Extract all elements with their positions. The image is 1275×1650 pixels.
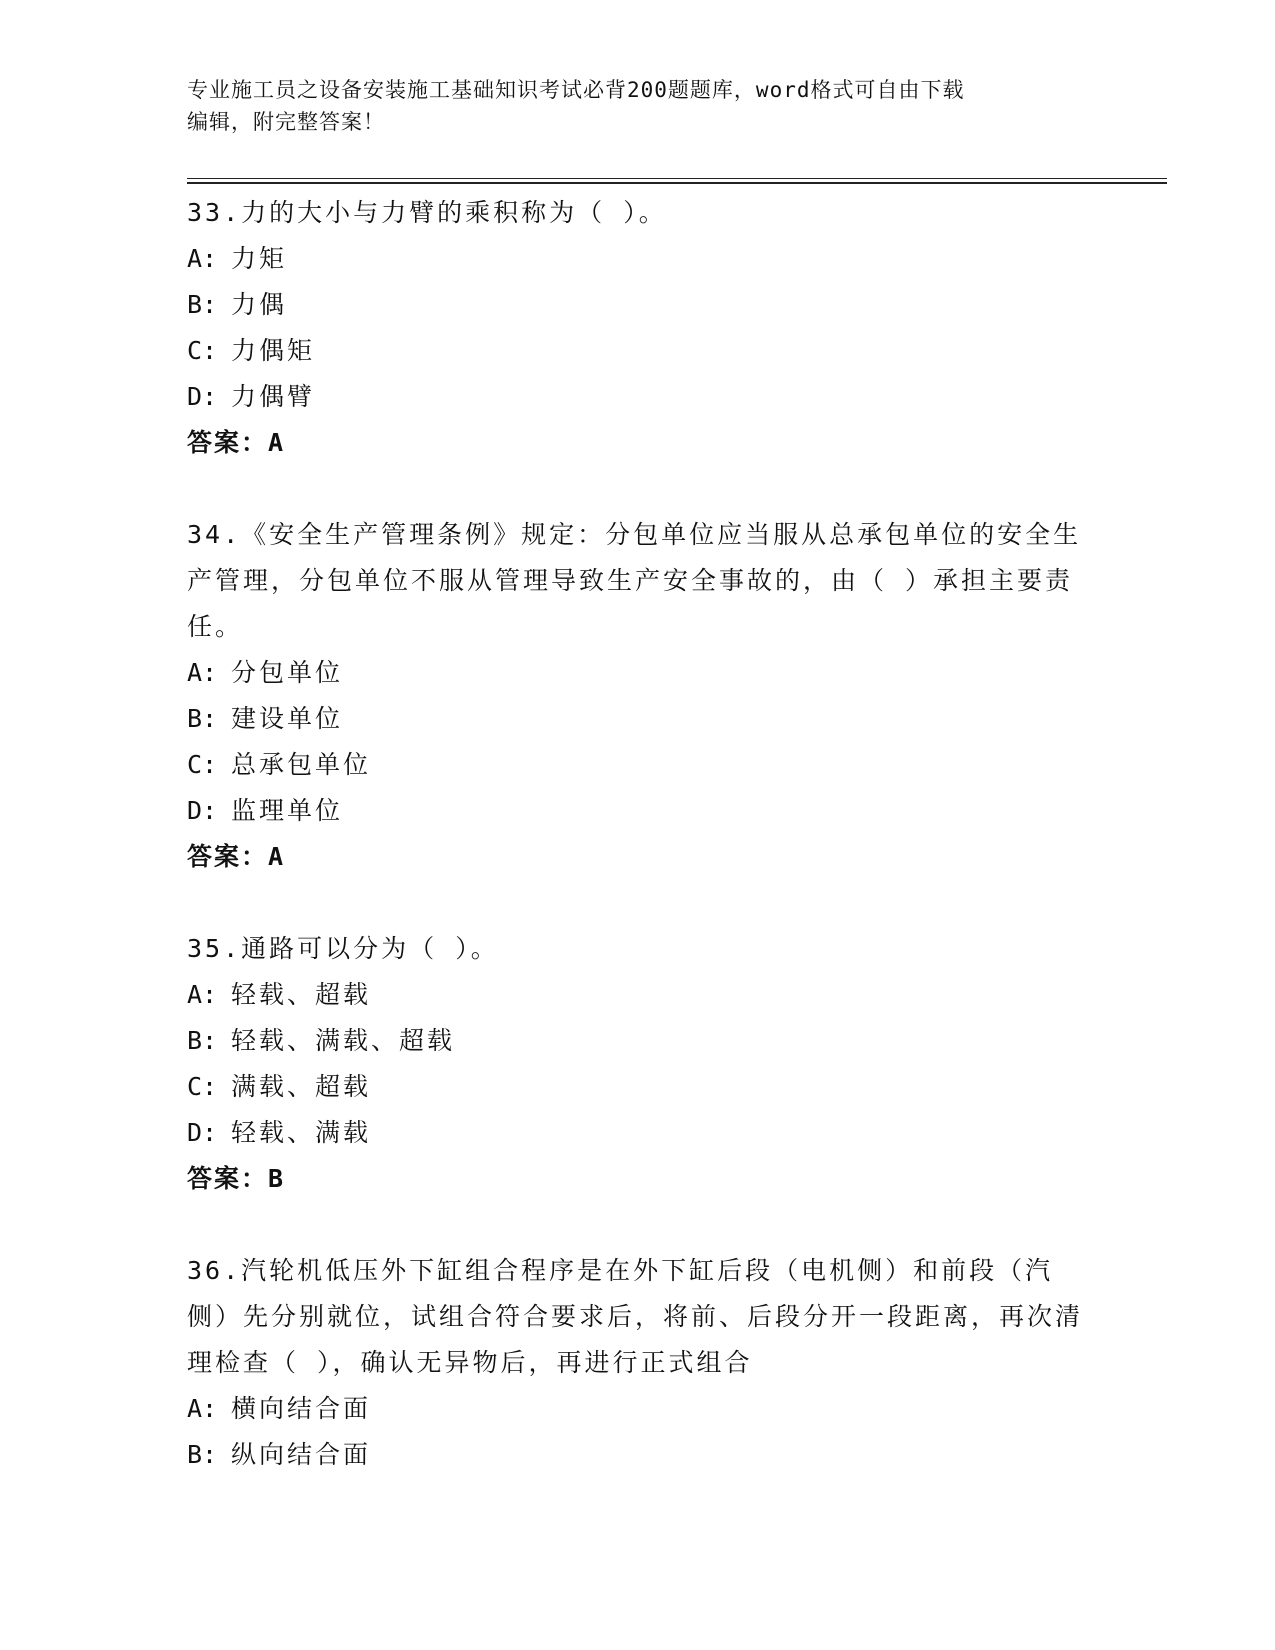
option-b [187,282,1087,328]
option-d [187,1110,1087,1156]
question-spacer [187,466,1087,512]
option-d [187,374,1087,420]
option-text: 力偶 [231,290,288,319]
option-letter: D: [187,1118,218,1147]
option-c [187,1064,1087,1110]
option-text: 力偶矩 [231,336,316,365]
option-text: 力偶臂 [231,382,316,411]
option-a [187,650,1087,696]
question-text: 35.通路可以分为（ ）。 [187,934,499,963]
question-item [187,1248,1087,1478]
option-a [187,1386,1087,1432]
answer-line: 答案：B [187,1164,286,1193]
option-d [187,788,1087,834]
header-divider-thick [187,182,1167,184]
option-letter: B: [187,290,218,319]
question-list [187,190,1087,1478]
answer-line: 答案：A [187,842,286,871]
option-text: 力矩 [231,244,288,273]
option-text: 监理单位 [231,796,344,825]
answer-line: 答案：A [187,428,286,457]
option-letter: A: [187,1394,218,1423]
option-letter: D: [187,382,218,411]
header-divider-thin [187,178,1167,179]
option-letter: A: [187,980,218,1009]
option-text: 轻载、满载 [231,1118,372,1147]
question-item [187,190,1087,466]
option-c [187,328,1087,374]
option-letter: B: [187,1440,218,1469]
option-letter: B: [187,704,218,733]
option-b [187,1432,1087,1478]
option-text: 横向结合面 [231,1394,372,1423]
document-header [187,74,1087,138]
option-b [187,696,1087,742]
question-spacer [187,880,1087,926]
option-letter: C: [187,1072,218,1101]
option-text: 轻载、超载 [231,980,372,1009]
option-letter: D: [187,796,218,825]
option-text: 轻载、满载、超载 [231,1026,456,1055]
header-line-1: 专业施工员之设备安装施工基础知识考试必背200题题库，word格式可自由下载 [187,78,965,102]
option-text: 总承包单位 [231,750,372,779]
option-text: 建设单位 [231,704,344,733]
option-text: 满载、超载 [231,1072,372,1101]
option-letter: B: [187,1026,218,1055]
option-text: 纵向结合面 [231,1440,372,1469]
question-text: 33.力的大小与力臂的乘积称为（ ）。 [187,198,667,227]
option-letter: A: [187,244,218,273]
question-text: 36.汽轮机低压外下缸组合程序是在外下缸后段（电机侧）和前段（汽侧）先分别就位，试组合符合要求后，将前、后段分开一段距离，再次清理检查（ ），确认无异物后，再进行正式组合 [187,1256,1084,1377]
question-text: 34.《安全生产管理条例》规定：分包单位应当服从总承包单位的安全生产管理，分包单位不服从管理导致生产安全事故的，由（ ）承担主要责任。 [187,520,1082,641]
question-spacer [187,1202,1087,1248]
question-item [187,926,1087,1202]
option-c [187,742,1087,788]
option-letter: A: [187,658,218,687]
option-letter: C: [187,336,218,365]
option-b [187,1018,1087,1064]
option-a [187,972,1087,1018]
option-letter: C: [187,750,218,779]
question-item [187,512,1087,880]
option-text: 分包单位 [231,658,344,687]
option-a [187,236,1087,282]
header-line-2: 编辑，附完整答案！ [187,110,385,134]
